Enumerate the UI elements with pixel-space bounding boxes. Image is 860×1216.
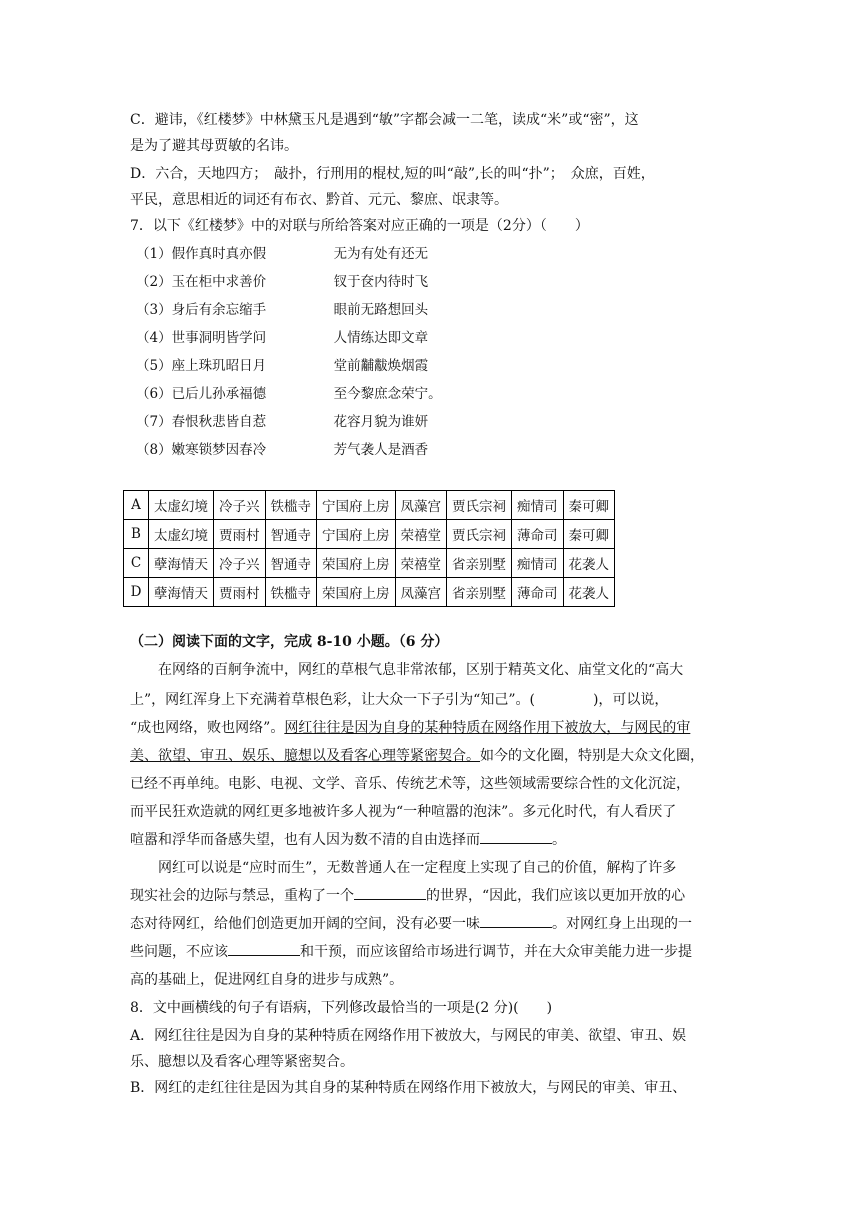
passage-text: 现实社会的边际与禁忌，重构了一个 bbox=[130, 888, 354, 904]
passage-text: )，可以说， bbox=[592, 692, 669, 708]
passage-p1-line7 bbox=[130, 828, 566, 852]
table-cell: 薄命司 bbox=[512, 578, 564, 607]
table-cell: 太虚幻境 bbox=[149, 520, 214, 549]
table-cell: 铁槛寺 bbox=[265, 578, 317, 607]
couplet-lower: 钗于奁内待时飞 bbox=[333, 274, 429, 290]
table-cell: 荣禧堂 bbox=[395, 520, 447, 549]
table-cell: 省亲别墅 bbox=[447, 549, 512, 578]
couplet-upper: 玉在柜中求善价 bbox=[171, 274, 267, 290]
table-cell: 宁国府上房 bbox=[317, 491, 396, 520]
table-cell: 智通寺 bbox=[265, 549, 317, 578]
fill-blank[interactable] bbox=[480, 913, 552, 928]
couplet-number: （4） bbox=[136, 330, 172, 346]
passage-p1-line5: 已经不再单纯。电影、电视、文学、音乐、传统艺术等，这些领域需要综合性的文化沉淀， bbox=[130, 776, 690, 792]
couplet-item bbox=[136, 242, 428, 266]
passage-p1-line4 bbox=[130, 744, 704, 768]
table-row bbox=[124, 491, 615, 520]
passage-text: 态对待网红，给他们创造更加开阔的空间，没有必要一味 bbox=[130, 916, 480, 932]
question-7-stem: 7．以下《红楼梦》中的对联与所给答案对应正确的一项是（2分）（ ） bbox=[130, 218, 589, 234]
passage-text: 和干预，而应该留给市场进行调节，并在大众审美能力进一步提 bbox=[300, 944, 692, 960]
passage-p1-line1: 在网络的百舸争流中，网红的草根气息非常浓郁，区别于精英文化、庙堂文化的“高大 bbox=[158, 662, 684, 678]
table-cell: 痴情司 bbox=[512, 549, 564, 578]
couplet-lower: 堂前黼黻焕烟霞 bbox=[333, 358, 429, 374]
fill-blank[interactable] bbox=[228, 941, 300, 956]
couplet-item bbox=[136, 354, 428, 378]
underlined-sentence: 网红往往是因为自身的某种特质在网络作用下被放大，与网民的审 bbox=[284, 720, 691, 736]
couplet-lower: 花容月貌为谁妍 bbox=[333, 414, 429, 430]
couplet-item bbox=[136, 270, 428, 294]
q8-option-a-line1: A．网红往往是因为自身的某种特质在网络作用下被放大，与网民的审美、欲望、审丑、娱 bbox=[130, 1028, 687, 1044]
q8-option-b-line1: B．网红的走红往往是因为其自身的某种特质在网络作用下被放大，与网民的审美、审丑、 bbox=[130, 1080, 687, 1096]
passage-text: 上”，网红浑身上下充满着草根色彩，让大众一下子引为“知己”。( bbox=[130, 692, 535, 708]
table-cell: 冷子兴 bbox=[214, 549, 266, 578]
table-cell: 贾雨村 bbox=[214, 578, 266, 607]
couplet-upper: 春恨秋悲皆自惹 bbox=[171, 414, 267, 430]
passage-text: “成也网络，败也网络”。 bbox=[130, 720, 285, 736]
table-cell: 贾氏宗祠 bbox=[447, 520, 512, 549]
question-8-stem: 8．文中画横线的句子有语病，下列修改最恰当的一项是(2 分)( ) bbox=[130, 1000, 553, 1016]
couplet-item bbox=[136, 410, 428, 434]
couplet-lower: 至今黎庶念荣宁。 bbox=[333, 386, 442, 402]
couplet-upper: 假作真时真亦假 bbox=[171, 246, 267, 262]
passage-text: 如今的文化圈，特别是大众文化圈， bbox=[480, 748, 704, 764]
table-cell: 薄命司 bbox=[512, 520, 564, 549]
couplet-number: （3） bbox=[136, 302, 172, 318]
passage-text: 。对网红身上出现的一 bbox=[552, 916, 692, 932]
table-cell: 荣国府上房 bbox=[317, 578, 396, 607]
underlined-sentence: 美、欲望、审丑、娱乐、臆想以及看客心理等紧密契合。 bbox=[130, 748, 480, 764]
table-row bbox=[124, 578, 615, 607]
couplet-lower: 无为有处有还无 bbox=[333, 246, 429, 262]
table-cell: 凤藻宫 bbox=[395, 578, 447, 607]
passage-text: 的世界，“因此，我们应该以更加开放的心 bbox=[426, 888, 686, 904]
option-key: D bbox=[124, 578, 149, 607]
couplet-item bbox=[136, 438, 428, 462]
passage-text: 些问题，不应该 bbox=[130, 944, 228, 960]
couplet-item bbox=[136, 382, 442, 406]
table-cell: 凤藻宫 bbox=[395, 491, 447, 520]
passage-p2-line4 bbox=[130, 940, 692, 964]
couplet-lower: 人情练达即文章 bbox=[333, 330, 429, 346]
fill-blank[interactable] bbox=[354, 885, 426, 900]
section-2-heading: （二）阅读下面的文字，完成 8-10 小题。（6 分） bbox=[130, 634, 449, 650]
q8-option-a-line2: 乐、臆想以及看客心理等紧密契合。 bbox=[130, 1054, 354, 1070]
passage-text: 喧嚣和浮华而备感失望，也有人因为数不清的自由选择而 bbox=[130, 832, 480, 848]
answer-table bbox=[123, 490, 615, 607]
table-cell: 荣国府上房 bbox=[317, 549, 396, 578]
option-d-line2: 平民，意思相近的词还有布衣、黔首、元元、黎庶、氓隶等。 bbox=[130, 192, 508, 208]
table-row bbox=[124, 520, 615, 549]
table-cell: 冷子兴 bbox=[214, 491, 266, 520]
table-cell: 花袭人 bbox=[563, 549, 615, 578]
passage-p1-line6: 而平民狂欢造就的网红更多地被许多人视为“一种喧嚣的泡沫”。多元化时代，有人看厌了 bbox=[130, 804, 677, 820]
couplet-upper: 身后有余忘缩手 bbox=[171, 302, 267, 318]
table-cell: 贾氏宗祠 bbox=[447, 491, 512, 520]
fill-blank[interactable] bbox=[480, 829, 552, 844]
passage-p1-line3 bbox=[130, 716, 690, 740]
option-key: C bbox=[124, 549, 149, 578]
couplet-number: （5） bbox=[136, 358, 172, 374]
couplet-upper: 座上珠玑昭日月 bbox=[171, 358, 267, 374]
table-cell: 智通寺 bbox=[265, 520, 317, 549]
couplet-number: （7） bbox=[136, 414, 172, 430]
couplet-upper: 已后儿孙承福德 bbox=[171, 386, 267, 402]
table-cell: 铁槛寺 bbox=[265, 491, 317, 520]
table-cell: 贾雨村 bbox=[214, 520, 266, 549]
option-c-line1: C．避讳，《红楼梦》中林黛玉凡是遇到“敏”字都会减一二笔，读成“米”或“密”，这 bbox=[130, 112, 639, 128]
table-cell: 痴情司 bbox=[512, 491, 564, 520]
couplet-upper: 世事洞明皆学问 bbox=[171, 330, 267, 346]
option-d-line1: D．六合，天地四方； 敲扑，行刑用的棍杖,短的叫“敲”,长的叫“扑”； 众庶，百姓， bbox=[130, 166, 655, 182]
option-key: A bbox=[124, 491, 149, 520]
couplet-number: （1） bbox=[136, 246, 172, 262]
couplet-item bbox=[136, 298, 428, 322]
table-cell: 孽海情天 bbox=[149, 578, 214, 607]
table-cell: 荣禧堂 bbox=[395, 549, 447, 578]
table-row bbox=[124, 549, 615, 578]
couplet-number: （2） bbox=[136, 274, 172, 290]
table-cell: 孽海情天 bbox=[149, 549, 214, 578]
couplet-lower: 眼前无路想回头 bbox=[333, 302, 429, 318]
passage-p2-line2 bbox=[130, 884, 685, 908]
couplet-number: （6） bbox=[136, 386, 172, 402]
passage-p2-line5: 高的基础上，促进网红自身的进步与成熟”。 bbox=[130, 972, 404, 988]
table-cell: 花袭人 bbox=[563, 578, 615, 607]
option-key: B bbox=[124, 520, 149, 549]
table-cell: 秦可卿 bbox=[563, 491, 615, 520]
option-c-line2: 是为了避其母贾敏的名讳。 bbox=[130, 138, 298, 154]
passage-p2-line1: 网红可以说是“应时而生”，无数普通人在一定程度上实现了自己的价值，解构了许多 bbox=[158, 860, 677, 876]
table-cell: 省亲别墅 bbox=[447, 578, 512, 607]
passage-text: 。 bbox=[552, 832, 566, 848]
table-cell: 秦可卿 bbox=[563, 520, 615, 549]
table-cell: 太虚幻境 bbox=[149, 491, 214, 520]
table-cell: 宁国府上房 bbox=[317, 520, 396, 549]
couplet-number: （8） bbox=[136, 442, 172, 458]
passage-p2-line3 bbox=[130, 912, 692, 936]
passage-p1-line2 bbox=[130, 688, 668, 712]
couplet-lower: 芳气袭人是酒香 bbox=[333, 442, 429, 458]
couplet-upper: 嫩寒锁梦因春冷 bbox=[171, 442, 267, 458]
couplet-item bbox=[136, 326, 428, 350]
